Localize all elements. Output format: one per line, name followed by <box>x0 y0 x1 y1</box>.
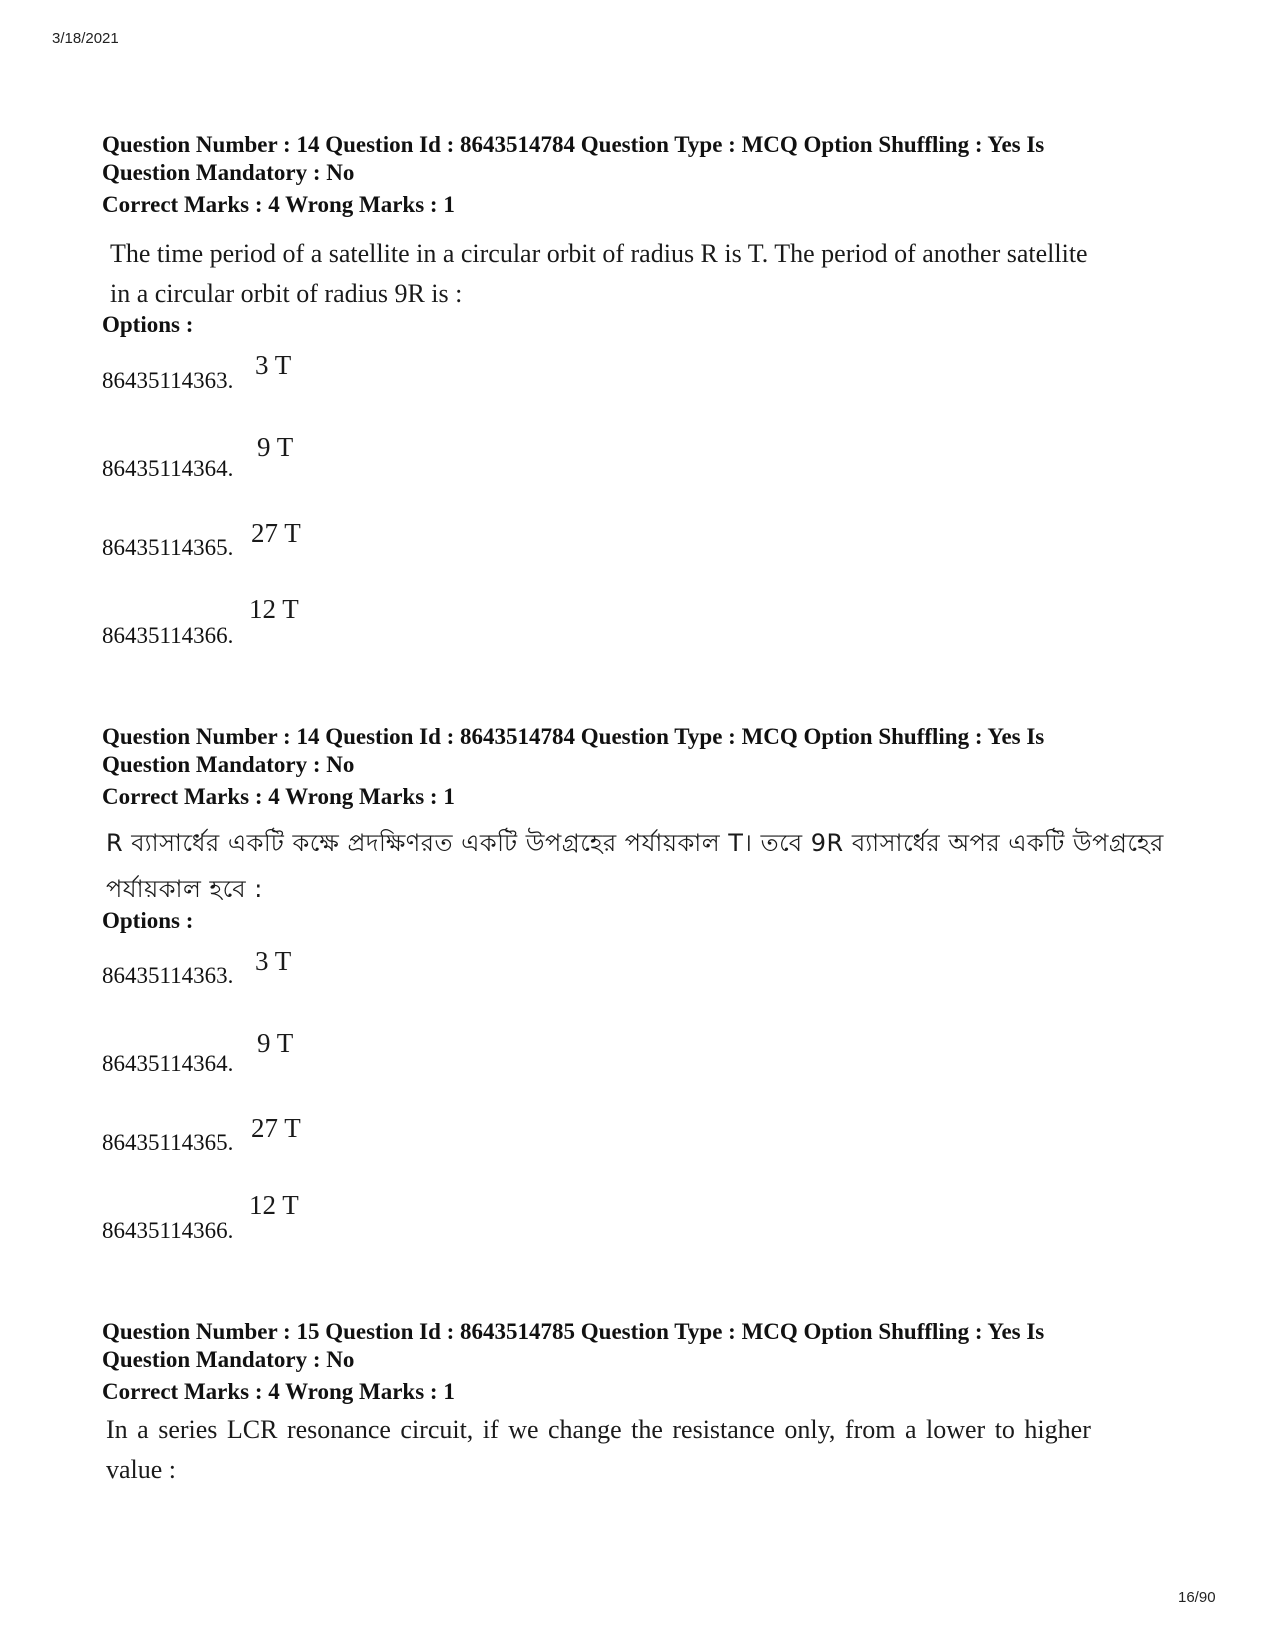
question-text <box>106 1410 1206 1490</box>
question-header <box>102 131 1202 219</box>
question-text-line-2: value : <box>106 1455 177 1484</box>
option-id: 86435114363. <box>102 963 234 988</box>
option-value: 9 T <box>257 1028 294 1058</box>
question-meta-line-2: Question Mandatory : No <box>102 160 355 185</box>
option-value: 12 T <box>249 594 299 624</box>
option-id: 86435114366. <box>102 1218 234 1243</box>
option-value: 27 T <box>251 1113 301 1143</box>
option-value: 3 T <box>255 350 292 380</box>
option-id: 86435114364. <box>102 1051 234 1076</box>
question-meta-line-1: Question Number : 14 Question Id : 8643514784 Question Type : MCQ Option Shuffling : Yes Is <box>102 132 1045 157</box>
options-label: Options : <box>102 908 194 933</box>
question-meta-line-1: Question Number : 14 Question Id : 8643514784 Question Type : MCQ Option Shuffling : Yes Is <box>102 724 1045 749</box>
question-text-line-1: R ব্যাসার্ধের একটি কক্ষে প্রদক্ষিণরত একটি উপগ্রহের পর্যায়কাল T। তবে 9R ব্যাসার্ধের অপর একটি উপগ্রহের <box>106 829 1164 857</box>
question-header <box>102 1318 1202 1406</box>
option-id: 86435114363. <box>102 368 234 393</box>
question-text-line-1: The time period of a satellite in a circular orbit of radius R is T. The period of another satellite <box>110 239 1088 268</box>
option-value: 27 T <box>251 518 301 548</box>
question-text-line-2: পর্যায়কাল হবে : <box>106 875 263 903</box>
option-value: 12 T <box>249 1190 299 1220</box>
question-marks: Correct Marks : 4 Wrong Marks : 1 <box>102 1379 455 1404</box>
option-id: 86435114365. <box>102 535 234 560</box>
option-id: 86435114364. <box>102 456 234 481</box>
question-marks: Correct Marks : 4 Wrong Marks : 1 <box>102 192 455 217</box>
question-text <box>110 234 1210 314</box>
question-meta-line-2: Question Mandatory : No <box>102 752 355 777</box>
question-marks: Correct Marks : 4 Wrong Marks : 1 <box>102 784 455 809</box>
option-id: 86435114366. <box>102 623 234 648</box>
print-date: 3/18/2021 <box>52 30 119 47</box>
question-text-line-2: in a circular orbit of radius 9R is : <box>110 279 463 308</box>
question-meta-line-1: Question Number : 15 Question Id : 8643514785 Question Type : MCQ Option Shuffling : Yes Is <box>102 1319 1045 1344</box>
question-header <box>102 723 1202 811</box>
question-meta-line-2: Question Mandatory : No <box>102 1347 355 1372</box>
option-id: 86435114365. <box>102 1130 234 1155</box>
option-value: 9 T <box>257 432 294 462</box>
question-text <box>106 820 1206 912</box>
page-number: 16/90 <box>1178 1589 1216 1606</box>
question-text-line-1: In a series LCR resonance circuit, if we change the resistance only, from a lower to higher <box>106 1415 1091 1444</box>
option-value: 3 T <box>255 946 292 976</box>
options-label: Options : <box>102 312 194 337</box>
